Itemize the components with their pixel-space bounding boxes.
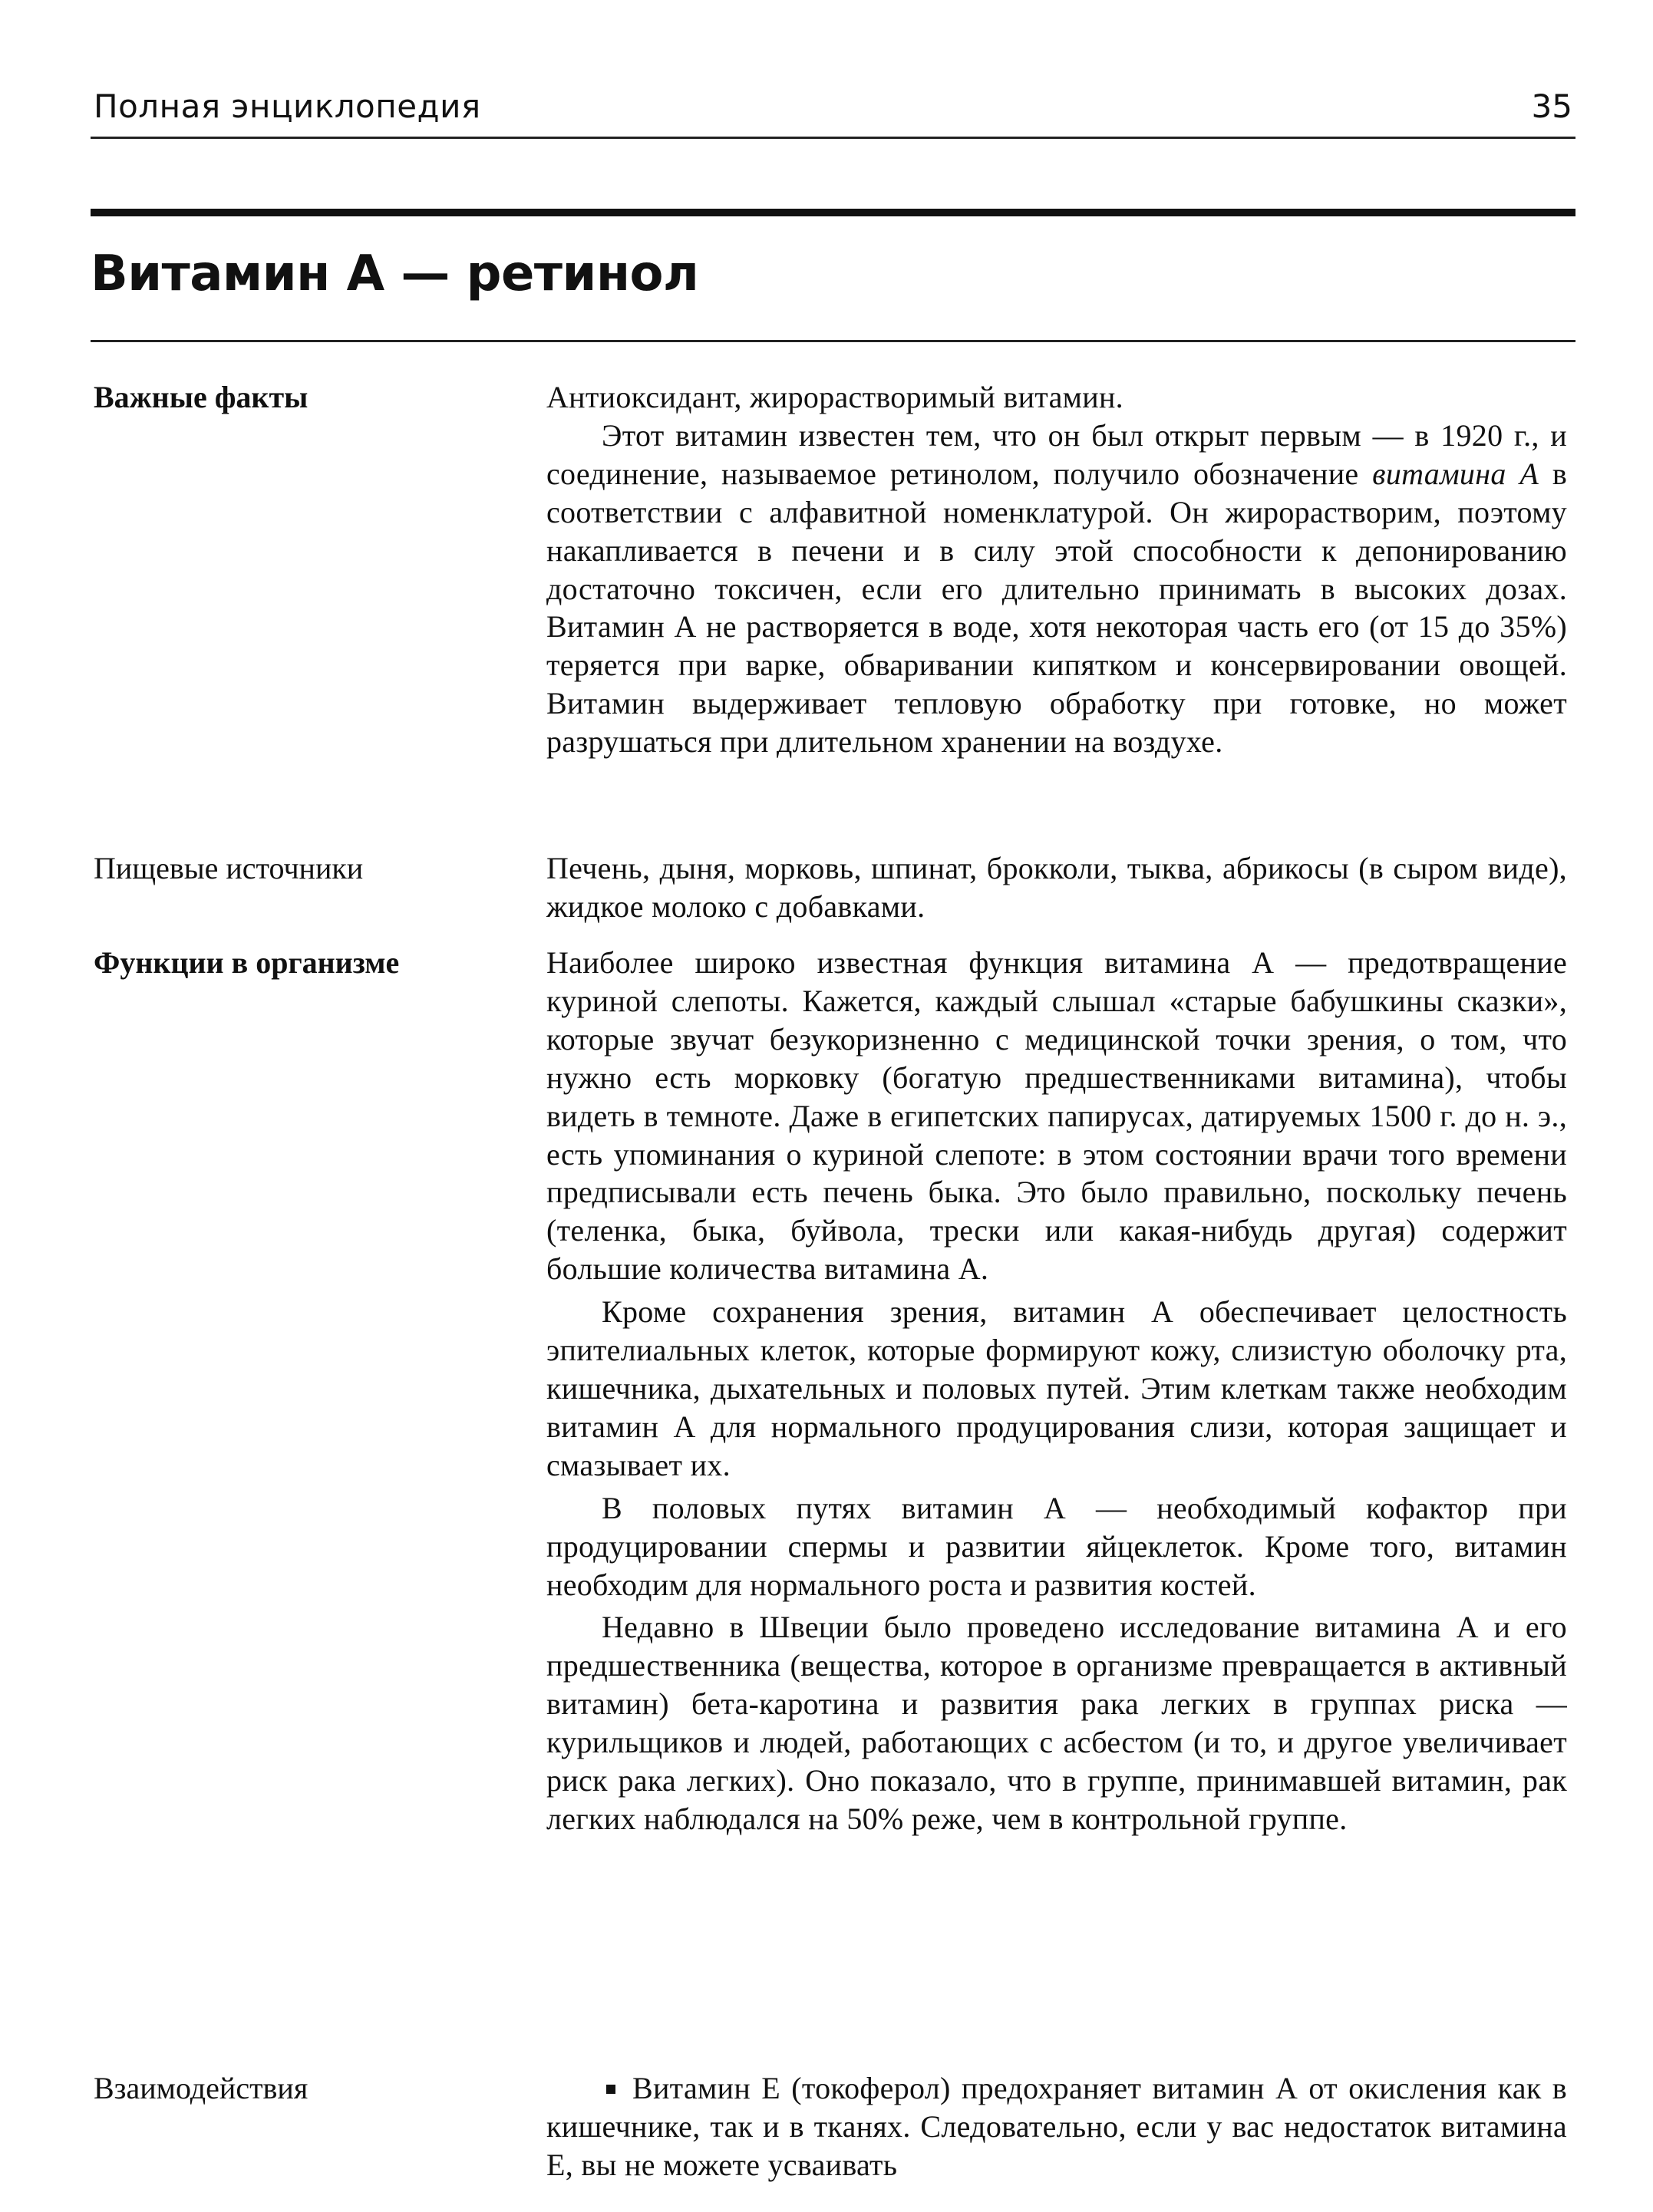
- interactions-label: Взаимодействия: [94, 2071, 308, 2105]
- title-rule-top: [91, 209, 1575, 216]
- facts-para-a: Этот витамин известен тем, что он был открыт первым — в 1920 г., и соединение, называемое ретинолом, получило обозначение: [546, 417, 1567, 491]
- facts-lead: Антиоксидант, жирорастворимый витамин.: [546, 380, 1123, 414]
- facts-para-emphasis: витамина А: [1372, 456, 1539, 491]
- sources-label: Пищевые источники: [94, 851, 364, 885]
- facts-text: [546, 378, 1567, 761]
- functions-label: Функции в организме: [94, 945, 400, 980]
- section-title: Витамин А — ретинол: [91, 246, 699, 302]
- functions-paragraph-4: Недавно в Швеции было проведено исследование витамина А и его предшественника (вещества, которое в организме превращается в активный витамин) бета-каротина и развития рака легких в группах риска — курильщиков и людей, работающих с асбестом (и то, и другое увеличивает риск рака легких). Оно показало, что в группе, принимавшей витамин, рак легких наблюдался на 50% реже, чем в контрольной группе.: [546, 1610, 1567, 1836]
- sources-paragraph: Печень, дыня, морковь, шпинат, брокколи, тыква, абрикосы (в сыром виде), жидкое молоко с добавками.: [546, 851, 1567, 924]
- interactions-item-1-text: Витамин Е (токоферол) предохраняет витамин А от окисления как в кишечнике, так и в тканях. Следовательно, если у вас недостаток витамина Е, вы не можете усваивать: [546, 2071, 1567, 2182]
- functions-paragraph-2: Кроме сохранения зрения, витамин А обеспечивает целостность эпителиальных клеток, которые формируют кожу, слизистую оболочку рта, кишечника, дыхательных и половых путей. Этим клеткам также необходим витамин А для нормального продуцирования слизи, которая защищает и смазывает их.: [546, 1294, 1567, 1482]
- functions-paragraph-1: Наиболее широко известная функция витамина А — предотвращение куриной слепоты. Кажется, каждый слышал «старые бабушкины сказки», которые звучат безукоризненно с медицинской точки зрения, о том, что нужно есть морковку (богатую предшественниками витамина), чтобы видеть в темноте. Даже в египетских папирусах, датируемых 1500 г. до н. э., есть упоминания о куриной слепоте: в этом состоянии врачи того времени предписывали есть печень быка. Это было правильно, поскольку печень (теленка, быка, буйвола, трески или какая-нибудь другая) содержит большие количества витамина А.: [546, 945, 1567, 1287]
- facts-para-b: в соответствии с алфавитной номенклатурой. Он жирорастворим, поэтому накапливается в печени и в силу этой способности к депонированию достаточно токсичен, если его длительно принимать в высоких дозах. Витамин А не растворяется в воде, хотя некоторая часть его (от 15 до 35%) теряется при варке, обваривании кипятком и консервировании овощей. Витамин выдерживает тепловую обработку при готовке, но может разрушаться при длительном хранении на воздухе.: [546, 456, 1567, 760]
- bullet-icon: [606, 2085, 615, 2094]
- interactions-text: [546, 2069, 1567, 2184]
- interactions-item-1: [546, 2069, 1567, 2184]
- running-header: [91, 86, 1575, 139]
- page-number: 35: [1531, 87, 1572, 125]
- running-title: Полная энциклопедия: [94, 87, 481, 125]
- functions-text: [546, 944, 1567, 1838]
- facts-paragraph: [546, 417, 1567, 761]
- title-rule-bottom: [91, 340, 1575, 342]
- facts-label: Важные факты: [94, 380, 308, 414]
- sources-text: [546, 849, 1567, 926]
- functions-paragraph-3: В половых путях витамин А — необходимый кофактор при продуцировании спермы и развитии яйцеклеток. Кроме того, витамин необходим для нормального роста и развития костей.: [546, 1490, 1567, 1602]
